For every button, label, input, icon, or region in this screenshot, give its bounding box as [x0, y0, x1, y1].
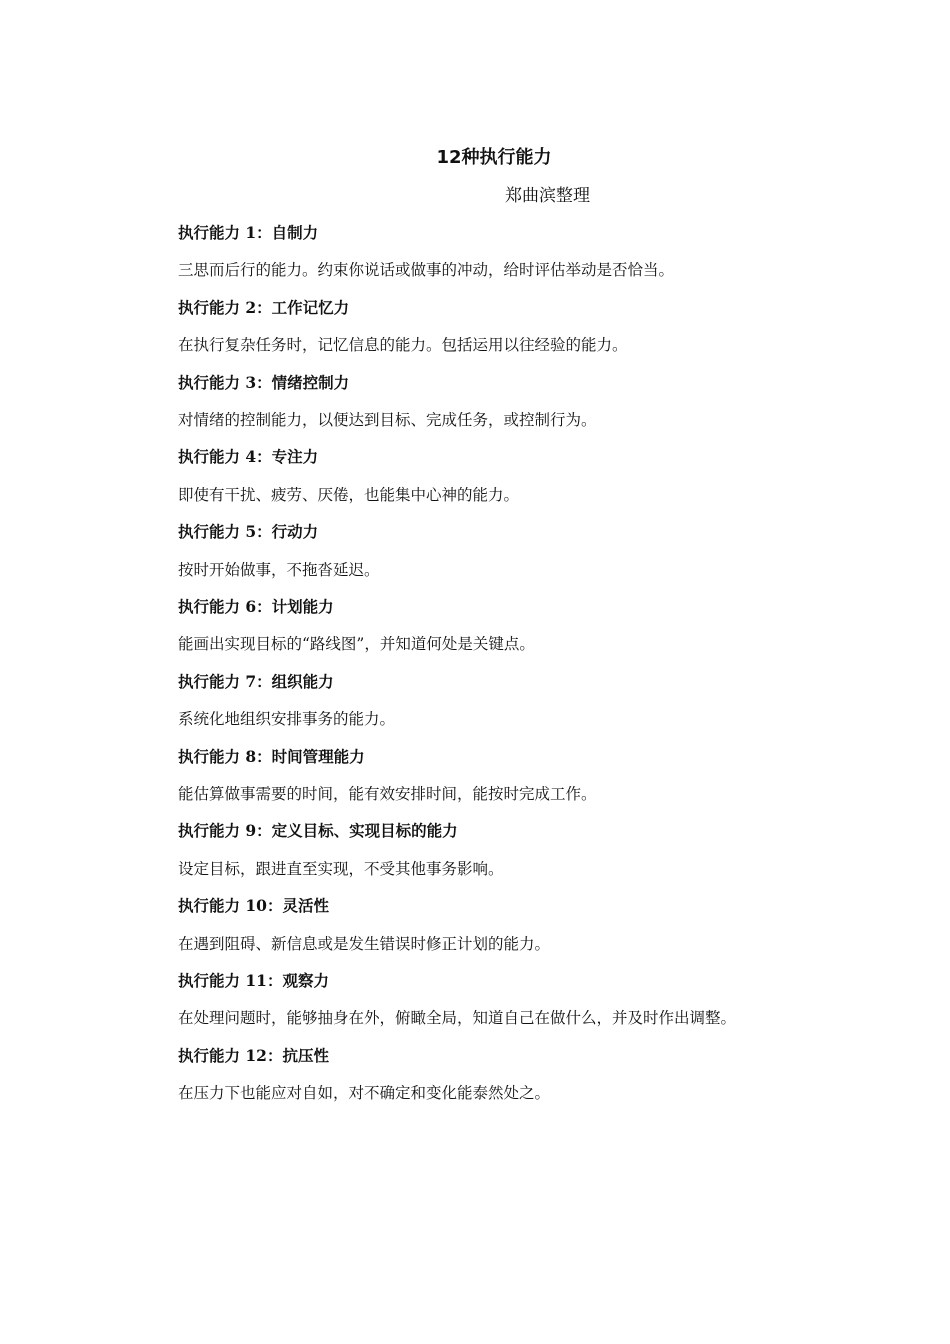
section-description: 对情绪的控制能力，以便达到目标、完成任务，或控制行为。	[178, 410, 597, 429]
section-item	[178, 1045, 858, 1120]
section-description: 三思而后行的能力。约束你说话或做事的冲动，给时评估举动是否恰当。	[178, 261, 675, 280]
section-heading: 执行能力 7：组织能力	[178, 671, 334, 691]
section-item	[178, 372, 858, 447]
section-description: 能画出实现目标的“路线图”，并知道何处是关键点。	[178, 635, 535, 654]
section-description: 能估算做事需要的时间，能有效安排时间，能按时完成工作。	[178, 784, 597, 803]
section-description: 在执行复杂任务时，记忆信息的能力。包括运用以往经验的能力。	[178, 336, 628, 355]
section-item	[178, 521, 858, 596]
section-item	[178, 746, 858, 821]
section-item	[178, 297, 858, 372]
section-heading: 执行能力 8：时间管理能力	[178, 746, 365, 766]
section-item	[178, 222, 858, 297]
section-description: 在处理问题时，能够抽身在外，俯瞰全局，知道自己在做什么，并及时作出调整。	[178, 1009, 737, 1028]
section-heading: 执行能力 12：抗压性	[178, 1045, 329, 1065]
section-item	[178, 970, 858, 1045]
section-item	[178, 671, 858, 746]
document-author: 郑曲滨整理	[505, 186, 590, 206]
section-description: 按时开始做事，不拖沓延迟。	[178, 560, 380, 579]
section-description: 在压力下也能应对自如，对不确定和变化能泰然处之。	[178, 1084, 551, 1103]
section-item	[178, 596, 858, 671]
section-description: 即使有干扰、疲劳、厌倦，也能集中心神的能力。	[178, 485, 520, 504]
section-heading: 执行能力 6：计划能力	[178, 596, 334, 616]
document-title: 12种执行能力	[436, 147, 552, 168]
section-item	[178, 820, 858, 895]
section-list	[178, 222, 858, 1120]
section-heading: 执行能力 2：工作记忆力	[178, 297, 350, 317]
section-heading: 执行能力 5：行动力	[178, 522, 319, 542]
section-heading: 执行能力 4：专注力	[178, 447, 319, 467]
section-description: 设定目标，跟进直至实现，不受其他事务影响。	[178, 859, 504, 878]
section-description: 系统化地组织安排事务的能力。	[178, 710, 396, 729]
section-description: 在遇到阻碍、新信息或是发生错误时修正计划的能力。	[178, 934, 551, 953]
section-heading: 执行能力 10：灵活性	[178, 896, 329, 916]
section-heading: 执行能力 3：情绪控制力	[178, 372, 350, 392]
section-item	[178, 446, 858, 521]
section-item	[178, 895, 858, 970]
section-heading: 执行能力 11：观察力	[178, 970, 329, 990]
section-heading: 执行能力 1：自制力	[178, 223, 319, 242]
section-heading: 执行能力 9：定义目标、实现目标的能力	[178, 821, 458, 841]
